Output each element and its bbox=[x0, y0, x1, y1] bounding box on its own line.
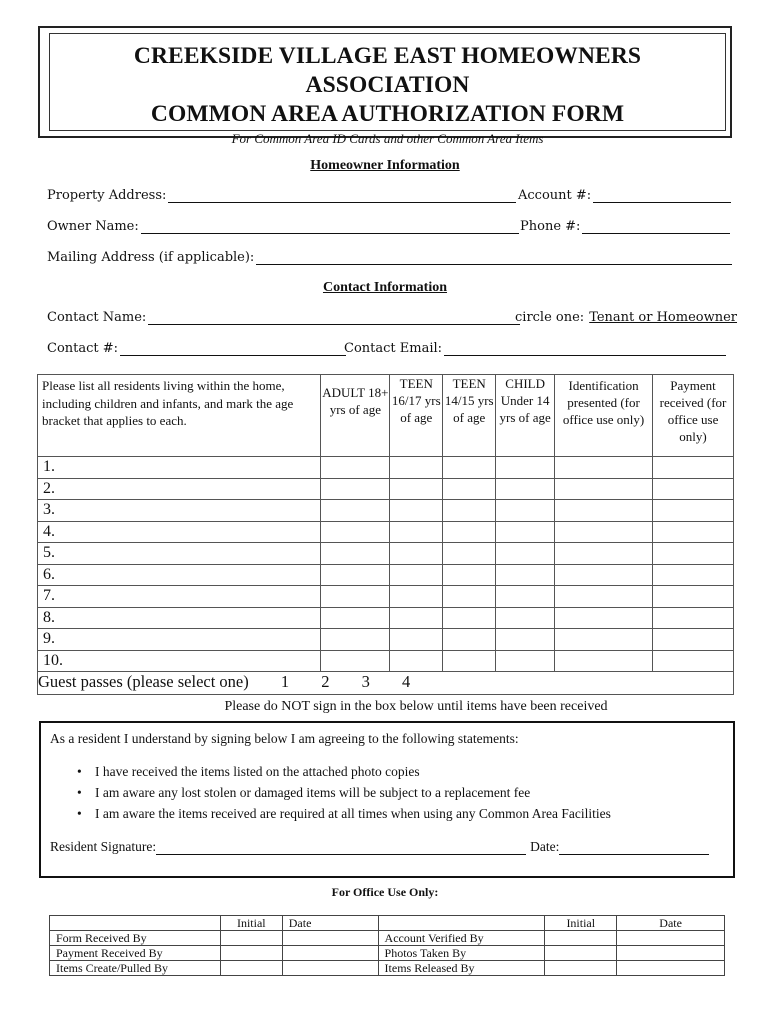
table-row bbox=[38, 521, 734, 543]
account-label: Account #: bbox=[518, 188, 592, 203]
payment-cell[interactable] bbox=[653, 543, 734, 565]
child-cell[interactable] bbox=[496, 478, 555, 500]
office-header-row bbox=[50, 916, 725, 931]
resident-row-number[interactable]: 10. bbox=[38, 650, 321, 672]
adult-cell[interactable] bbox=[321, 629, 390, 651]
list-item bbox=[77, 782, 611, 803]
initial-cell[interactable] bbox=[220, 931, 282, 946]
col-identification: Identification presented (for office use only) bbox=[555, 375, 653, 457]
table-row bbox=[50, 946, 725, 961]
payment-cell[interactable] bbox=[653, 457, 734, 479]
resident-row-number[interactable]: 3. bbox=[38, 500, 321, 522]
teen-14-15-cell[interactable] bbox=[443, 607, 496, 629]
contact-number-label: Contact #: bbox=[47, 341, 119, 356]
date-label: Date: bbox=[530, 839, 560, 854]
form-subtitle: For Common Area ID Cards and other Common Area Items bbox=[231, 131, 544, 146]
table-row bbox=[50, 961, 725, 976]
contact-email-label: Contact Email: bbox=[344, 341, 443, 356]
initial-cell[interactable] bbox=[545, 946, 617, 961]
child-cell[interactable] bbox=[496, 564, 555, 586]
date-cell[interactable] bbox=[282, 961, 378, 976]
child-cell[interactable] bbox=[496, 521, 555, 543]
residents-table bbox=[37, 374, 734, 695]
agreement-intro: As a resident I understand by signing below I am agreeing to the following statements: bbox=[50, 731, 519, 746]
teen-14-15-cell[interactable] bbox=[443, 457, 496, 479]
bullet-icon: • bbox=[77, 785, 82, 800]
table-row bbox=[38, 500, 734, 522]
account-line[interactable] bbox=[593, 190, 731, 203]
identification-cell[interactable] bbox=[555, 586, 653, 608]
signature-line[interactable] bbox=[156, 842, 526, 855]
payment-cell[interactable] bbox=[653, 564, 734, 586]
adult-cell[interactable] bbox=[321, 650, 390, 672]
contact-name-label: Contact Name: bbox=[47, 310, 147, 325]
office-col-date: Date bbox=[282, 916, 378, 931]
contact-name-field[interactable] bbox=[47, 310, 520, 325]
contact-email-line[interactable] bbox=[444, 343, 726, 356]
child-cell[interactable] bbox=[496, 586, 555, 608]
child-cell[interactable] bbox=[496, 607, 555, 629]
initial-cell[interactable] bbox=[545, 961, 617, 976]
identification-cell[interactable] bbox=[555, 629, 653, 651]
office-row-label: Photos Taken By bbox=[378, 946, 545, 961]
payment-cell[interactable] bbox=[653, 629, 734, 651]
adult-cell[interactable] bbox=[321, 564, 390, 586]
table-row bbox=[38, 607, 734, 629]
identification-cell[interactable] bbox=[555, 564, 653, 586]
contact-name-line[interactable] bbox=[148, 312, 520, 325]
adult-cell[interactable] bbox=[321, 586, 390, 608]
contact-number-line[interactable] bbox=[120, 343, 346, 356]
resident-row-number[interactable]: 2. bbox=[38, 478, 321, 500]
teen-14-15-cell[interactable] bbox=[443, 543, 496, 565]
adult-cell[interactable] bbox=[321, 500, 390, 522]
title-box bbox=[49, 33, 726, 146]
date-cell[interactable] bbox=[282, 931, 378, 946]
teen-14-15-cell[interactable] bbox=[443, 564, 496, 586]
resident-row-number[interactable]: 6. bbox=[38, 564, 321, 586]
child-cell[interactable] bbox=[496, 500, 555, 522]
phone-field[interactable] bbox=[520, 219, 730, 234]
account-field[interactable] bbox=[518, 188, 731, 203]
date-cell[interactable] bbox=[282, 946, 378, 961]
col-payment: Payment received (for office use only) bbox=[653, 375, 734, 457]
owner-name-field[interactable] bbox=[47, 219, 519, 234]
office-use-table bbox=[49, 915, 725, 976]
teen-14-15-cell[interactable] bbox=[443, 586, 496, 608]
guest-option-3[interactable]: 3 bbox=[361, 672, 370, 691]
mailing-address-field[interactable] bbox=[47, 250, 732, 265]
list-item bbox=[77, 803, 611, 824]
office-col-initial: Initial bbox=[220, 916, 282, 931]
identification-cell[interactable] bbox=[555, 650, 653, 672]
office-row-label: Items Create/Pulled By bbox=[50, 961, 221, 976]
payment-cell[interactable] bbox=[653, 607, 734, 629]
table-row bbox=[50, 931, 725, 946]
agreement-box bbox=[39, 721, 735, 878]
payment-cell[interactable] bbox=[653, 586, 734, 608]
property-address-label: Property Address: bbox=[47, 188, 167, 203]
guest-passes-row bbox=[38, 672, 734, 695]
identification-cell[interactable] bbox=[555, 543, 653, 565]
do-not-sign-notice: Please do NOT sign in the box below until items have been received bbox=[224, 699, 608, 714]
identification-cell[interactable] bbox=[555, 521, 653, 543]
adult-cell[interactable] bbox=[321, 521, 390, 543]
tenant-or-homeowner-options[interactable]: Tenant or Homeowner bbox=[589, 310, 738, 325]
residents-instructions: Please list all residents living within the home, including children and infants, and mark the age bracket that applies to each. bbox=[38, 375, 321, 457]
office-row-label: Form Received By bbox=[50, 931, 221, 946]
teen-16-17-cell[interactable] bbox=[390, 564, 443, 586]
mailing-address-line[interactable] bbox=[256, 252, 732, 265]
teen-16-17-cell[interactable] bbox=[390, 457, 443, 479]
bullet-icon: • bbox=[77, 806, 82, 821]
child-cell[interactable] bbox=[496, 543, 555, 565]
list-item bbox=[77, 761, 611, 782]
identification-cell[interactable] bbox=[555, 478, 653, 500]
owner-name-label: Owner Name: bbox=[47, 219, 139, 234]
bullet-icon: • bbox=[77, 764, 82, 779]
resident-row-number[interactable]: 7. bbox=[38, 586, 321, 608]
statement-text: I have received the items listed on the attached photo copies bbox=[95, 764, 420, 779]
teen-16-17-cell[interactable] bbox=[390, 650, 443, 672]
teen-14-15-cell[interactable] bbox=[443, 650, 496, 672]
col-child: CHILD Under 14 yrs of age bbox=[496, 375, 555, 457]
initial-cell[interactable] bbox=[220, 946, 282, 961]
payment-cell[interactable] bbox=[653, 650, 734, 672]
office-row-label: Items Released By bbox=[378, 961, 545, 976]
teen-14-15-cell[interactable] bbox=[443, 629, 496, 651]
resident-row-number[interactable]: 4. bbox=[38, 521, 321, 543]
table-row bbox=[38, 629, 734, 651]
identification-cell[interactable] bbox=[555, 607, 653, 629]
date-cell[interactable] bbox=[617, 946, 725, 961]
statement-text: I am aware any lost stolen or damaged items will be subject to a replacement fee bbox=[95, 785, 531, 800]
date-cell[interactable] bbox=[617, 961, 725, 976]
resident-row-number[interactable]: 1. bbox=[38, 457, 321, 479]
office-blank-cell bbox=[378, 916, 545, 931]
teen-14-15-cell[interactable] bbox=[443, 478, 496, 500]
contact-heading: Contact Information bbox=[322, 280, 448, 295]
contact-email-field[interactable] bbox=[344, 341, 726, 356]
col-teen-16-17: TEEN 16/17 yrs of age bbox=[390, 375, 443, 457]
adult-cell[interactable] bbox=[321, 607, 390, 629]
statement-text: I am aware the items received are required at all times when using any Common Area Facilities bbox=[95, 806, 611, 821]
property-address-field[interactable] bbox=[47, 188, 516, 203]
teen-16-17-cell[interactable] bbox=[390, 607, 443, 629]
teen-16-17-cell[interactable] bbox=[390, 478, 443, 500]
identification-cell[interactable] bbox=[555, 457, 653, 479]
office-row-label: Payment Received By bbox=[50, 946, 221, 961]
guest-option-2[interactable]: 2 bbox=[321, 672, 330, 691]
property-address-line[interactable] bbox=[168, 190, 516, 203]
payment-cell[interactable] bbox=[653, 521, 734, 543]
adult-cell[interactable] bbox=[321, 478, 390, 500]
guest-option-1[interactable]: 1 bbox=[280, 672, 290, 691]
table-row bbox=[38, 564, 734, 586]
child-cell[interactable] bbox=[496, 650, 555, 672]
circle-one-label: circle one: bbox=[515, 310, 585, 325]
adult-cell[interactable] bbox=[321, 457, 390, 479]
phone-label: Phone #: bbox=[520, 219, 581, 234]
guest-passes-cell bbox=[38, 672, 734, 695]
col-teen-14-15: TEEN 14/15 yrs of age bbox=[443, 375, 496, 457]
teen-16-17-cell[interactable] bbox=[390, 586, 443, 608]
initial-cell[interactable] bbox=[220, 961, 282, 976]
col-adult: ADULT 18+ yrs of age bbox=[321, 375, 390, 457]
signature-label: Resident Signature: bbox=[50, 839, 157, 854]
table-row bbox=[38, 478, 734, 500]
table-row bbox=[38, 650, 734, 672]
identification-cell[interactable] bbox=[555, 500, 653, 522]
circle-one-field bbox=[515, 310, 737, 325]
teen-16-17-cell[interactable] bbox=[390, 521, 443, 543]
teen-14-15-cell[interactable] bbox=[443, 521, 496, 543]
phone-line[interactable] bbox=[582, 221, 730, 234]
owner-name-line[interactable] bbox=[141, 221, 519, 234]
office-col-initial: Initial bbox=[545, 916, 617, 931]
teen-16-17-cell[interactable] bbox=[390, 500, 443, 522]
form-title-line1: CREEKSIDE VILLAGE EAST HOMEOWNERS ASSOCIATION bbox=[133, 43, 642, 98]
resident-row-number[interactable]: 5. bbox=[38, 543, 321, 565]
table-row bbox=[38, 543, 734, 565]
mailing-address-label: Mailing Address (if applicable): bbox=[47, 250, 255, 265]
child-cell[interactable] bbox=[496, 457, 555, 479]
initial-cell[interactable] bbox=[545, 931, 617, 946]
date-cell[interactable] bbox=[617, 931, 725, 946]
signature-date-line[interactable] bbox=[559, 842, 709, 855]
resident-row-number[interactable]: 9. bbox=[38, 629, 321, 651]
office-use-title: For Office Use Only: bbox=[331, 885, 439, 899]
teen-16-17-cell[interactable] bbox=[390, 543, 443, 565]
homeowner-heading: Homeowner Information bbox=[310, 158, 460, 173]
teen-14-15-cell[interactable] bbox=[443, 500, 496, 522]
table-row bbox=[38, 586, 734, 608]
adult-cell[interactable] bbox=[321, 543, 390, 565]
form-title-line2: COMMON AREA AUTHORIZATION FORM bbox=[150, 101, 625, 127]
contact-number-field[interactable] bbox=[47, 341, 346, 356]
teen-16-17-cell[interactable] bbox=[390, 629, 443, 651]
resident-row-number[interactable]: 8. bbox=[38, 607, 321, 629]
office-col-date: Date bbox=[617, 916, 725, 931]
office-row-label: Account Verified By bbox=[378, 931, 545, 946]
guest-passes-label: Guest passes (please select one) bbox=[38, 672, 249, 691]
guest-option-4[interactable]: 4 bbox=[402, 672, 411, 691]
child-cell[interactable] bbox=[496, 629, 555, 651]
agreement-statements bbox=[77, 761, 611, 824]
table-row bbox=[38, 457, 734, 479]
payment-cell[interactable] bbox=[653, 500, 734, 522]
payment-cell[interactable] bbox=[653, 478, 734, 500]
office-blank-cell bbox=[50, 916, 221, 931]
residents-header-row bbox=[38, 375, 734, 457]
signature-row bbox=[50, 839, 709, 855]
